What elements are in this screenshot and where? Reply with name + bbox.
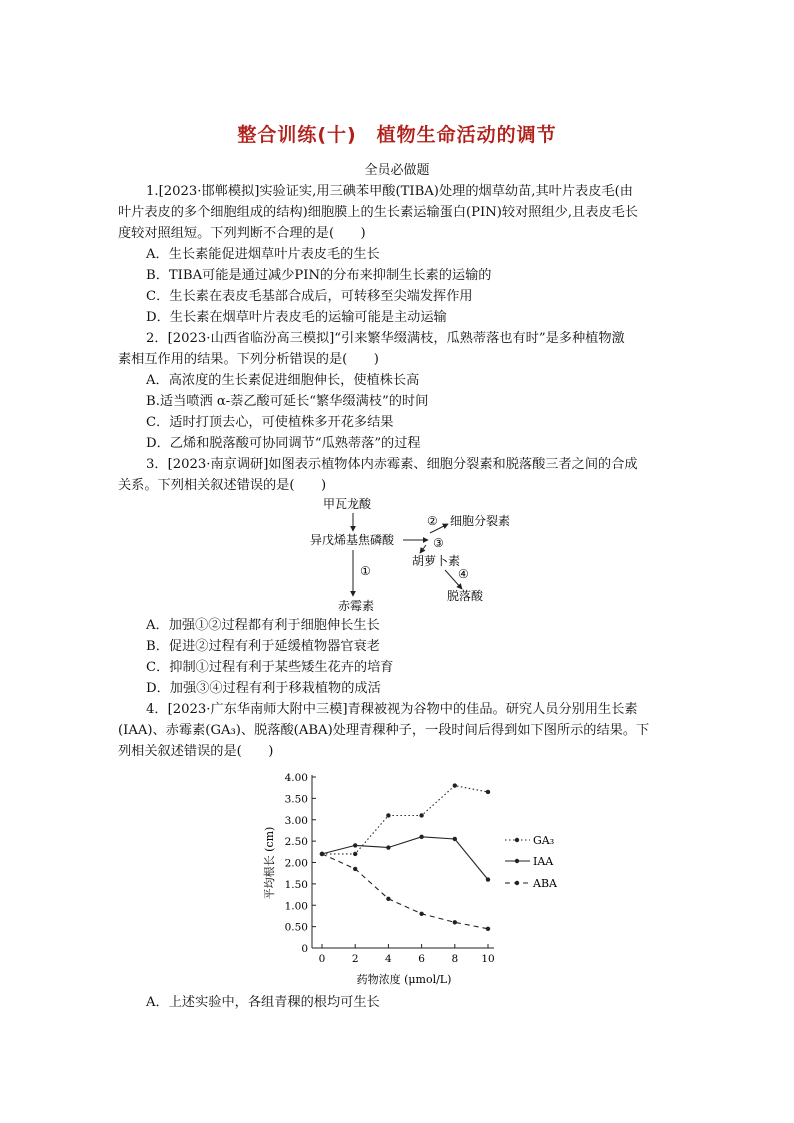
x-tick-label: 10 [481, 953, 495, 965]
data-point [453, 783, 457, 787]
node-isopentenyl-pyrophosphate: 异戊烯基焦磷酸 [310, 533, 395, 547]
y-axis-label: 平均根长 (cm) [263, 826, 276, 900]
q3-option-c: C．抑制①过程有利于某些矮生花卉的培育 [146, 660, 394, 675]
x-tick-label: 0 [318, 953, 326, 965]
node-mevalonic-acid: 甲瓦龙酸 [323, 497, 372, 511]
q2-option-c: C．适时打顶去心，可使植株多开花多结果 [146, 415, 394, 430]
q1-option-d: D．生长素在烟草叶片表皮毛的运输可能是主动运输 [146, 310, 447, 325]
legend-marker [515, 859, 519, 863]
q1-stem-line1: 1.[2023·邯郸模拟]实验证实,用三碘苯甲酸(TIBA)处理的烟草幼苗,其叶片表皮毛(由 [146, 184, 633, 199]
marker-1: ① [360, 564, 371, 578]
page-title: 整合训练(十) 植物生命活动的调节 [237, 124, 557, 146]
data-point [486, 790, 490, 794]
hormone-synthesis-diagram [290, 493, 530, 615]
q1-option-b: B．TIBA可能是通过减少PIN的分布来抑制生长素的运输的 [146, 268, 492, 283]
q2-stem-line2: 素相互作用的结果。下列分析错误的是( ) [118, 352, 379, 367]
q2-stem-line1: 2．[2023·山西省临汾高三模拟]“引来繁华缀满枝，瓜熟蒂落也有时”是多种植物激 [146, 331, 625, 346]
x-axis-label: 药物浓度 (μmol/L) [356, 973, 452, 986]
q3-stem-line1: 3．[2023·南京调研]如图表示植物体内赤霉素、细胞分裂素和脱落酸三者之间的合成 [146, 457, 638, 472]
y-tick-label: 2.00 [284, 857, 308, 870]
data-point [386, 897, 390, 901]
y-tick-label: 1.00 [284, 900, 308, 913]
marker-4: ④ [458, 567, 469, 581]
y-tick-label: 3.50 [284, 793, 308, 806]
data-point [486, 927, 490, 931]
q2-option-b: B.适当喷洒 α-萘乙酸可延长“繁华缀满枝”的时间 [146, 394, 429, 409]
data-point [386, 845, 390, 849]
data-point [353, 852, 357, 856]
legend-marker [515, 881, 519, 885]
y-tick-label: 0 [301, 943, 308, 955]
series-line-1 [322, 837, 488, 880]
x-tick-label: 6 [418, 953, 425, 965]
node-abscisic-acid: 脱落酸 [447, 589, 484, 603]
legend-marker [515, 838, 519, 842]
series-line-0 [322, 786, 488, 854]
y-tick-label: 0.50 [284, 921, 308, 934]
series-line-2 [322, 854, 488, 929]
q2-option-d: D．乙烯和脱落酸可协同调节“瓜熟蒂落”的过程 [146, 436, 421, 451]
data-point [320, 852, 324, 856]
q1-stem-line3: 度较对照组短。下列判断不合理的是( ) [118, 226, 366, 241]
marker-2: ② [427, 514, 438, 528]
node-cytokinin: 细胞分裂素 [450, 514, 511, 528]
y-tick-label: 3.00 [284, 814, 308, 827]
q3-option-b: B．促进②过程有利于延缓植物器官衰老 [146, 639, 380, 654]
y-tick-label: 1.50 [284, 878, 308, 891]
data-point [386, 813, 390, 817]
q4-stem-line2: (IAA)、赤霉素(GA₃)、脱落酸(ABA)处理青稞种子，一段时间后得到如下图所示的结果。下 [118, 723, 650, 738]
q3-option-d: D．加强③④过程有利于移栽植物的成活 [146, 681, 381, 696]
y-tick-label: 4.00 [284, 772, 308, 784]
data-point [419, 813, 423, 817]
section-subtitle: 全员必做题 [364, 163, 430, 178]
x-tick-label: 4 [385, 953, 392, 965]
root-length-chart [260, 765, 580, 990]
data-point [353, 867, 357, 871]
legend-label: ABA [533, 877, 557, 890]
legend-label: IAA [533, 855, 554, 868]
arrow-to-carotene [420, 545, 426, 553]
node-carotene: 胡萝卜素 [412, 554, 461, 568]
q1-option-a: A．生长素能促进烟草叶片表皮毛的生长 [146, 247, 380, 262]
data-point [486, 877, 490, 881]
x-tick-label: 2 [351, 953, 359, 965]
data-point [419, 912, 423, 916]
node-gibberellin: 赤霉素 [338, 599, 375, 613]
legend-label: GA₃ [533, 834, 555, 847]
marker-3: ③ [433, 536, 444, 550]
data-point [453, 920, 457, 924]
q4-option-a: A．上述实验中，各组青稞的根均可生长 [146, 995, 380, 1010]
q4-stem-line1: 4．[2023·广东华南师大附中三模]青稞被视为谷物中的佳品。研究人员分别用生长素 [146, 702, 638, 717]
q4-stem-line3: 列相关叙述错误的是( ) [118, 744, 274, 759]
q1-option-c: C．生长素在表皮毛基部合成后，可转移至尖端发挥作用 [146, 289, 473, 304]
data-point [353, 843, 357, 847]
q1-stem-line2: 叶片表皮的多个细胞组成的结构)细胞膜上的生长素运输蛋白(PIN)较对照组少,且表皮毛长 [118, 205, 638, 220]
data-point [419, 835, 423, 839]
q2-option-a: A．高浓度的生长素促进细胞伸长，使植株长高 [146, 373, 420, 388]
q3-option-a: A．加强①②过程都有利于细胞伸长生长 [146, 618, 380, 633]
data-point [453, 837, 457, 841]
y-tick-label: 2.50 [284, 836, 308, 849]
x-tick-label: 8 [451, 953, 459, 965]
q3-stem-line2: 关系。下列相关叙述错误的是( ) [118, 478, 327, 493]
